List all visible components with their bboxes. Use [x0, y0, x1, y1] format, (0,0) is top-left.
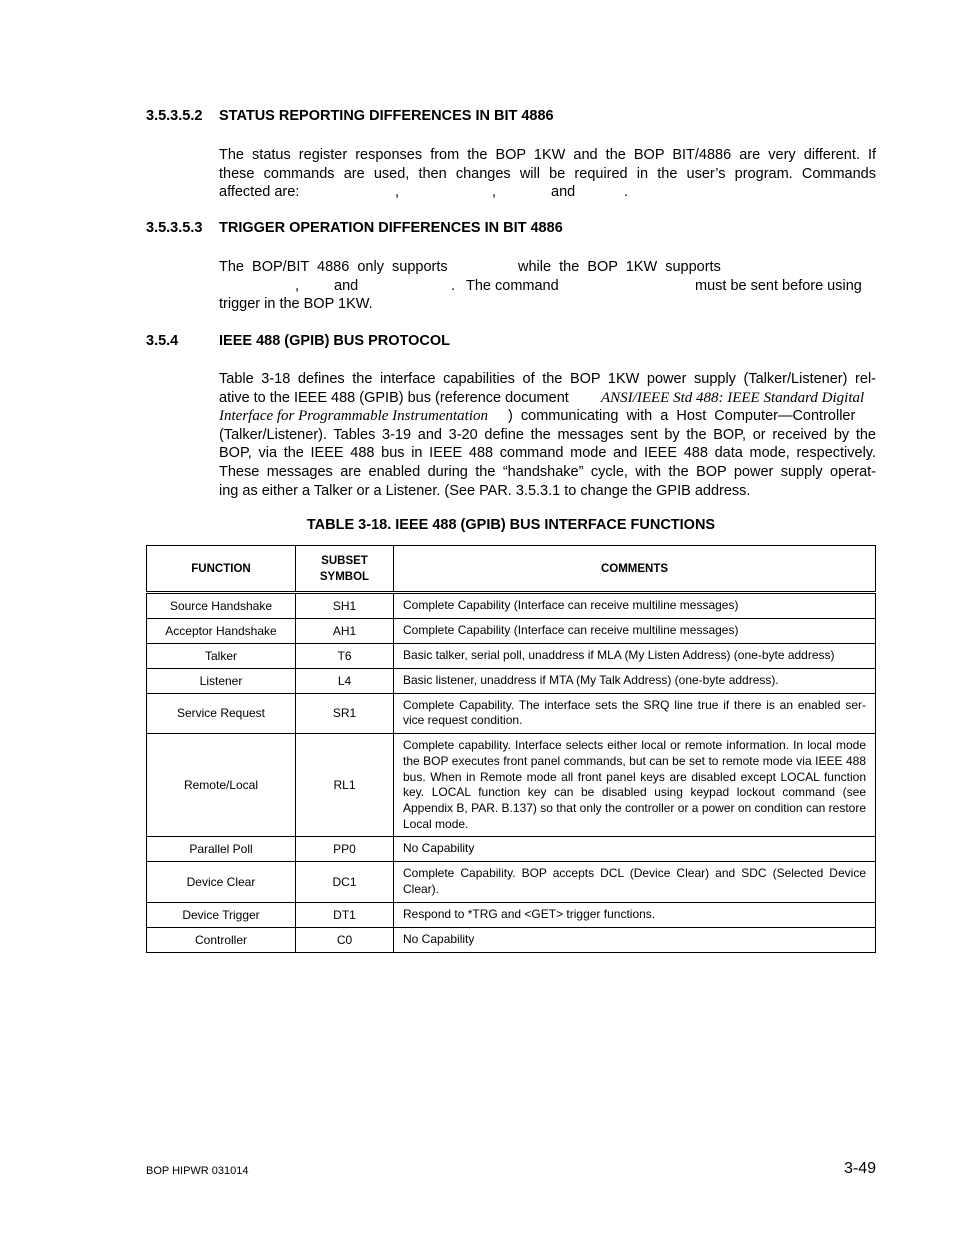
table-row	[147, 618, 876, 643]
cell-comment: Complete Capability (Interface can receive multiline messages)	[394, 593, 876, 619]
period: .	[451, 277, 456, 294]
separator: ,	[295, 277, 300, 294]
para-text: must be sent before using	[695, 277, 862, 294]
cell-function: Controller	[147, 927, 296, 952]
section-number: 3.5.4	[146, 333, 179, 349]
para-line	[219, 183, 876, 202]
cell-symbol: T6	[296, 643, 394, 668]
para-line: The status register responses from the BOP 1KW and the BOP BIT/4886 are very different. If	[219, 147, 876, 163]
cell-comment: No Capability	[394, 837, 876, 862]
separator: ,	[395, 184, 400, 201]
para-line: (Talker/Listener). Tables 3-19 and 3-20 define the messages sent by the BOP, or received by the	[219, 426, 876, 443]
section-title: STATUS REPORTING DIFFERENCES IN BIT 4886	[219, 108, 554, 124]
cell-symbol: PP0	[296, 837, 394, 862]
reference-title: Interface for Programmable Instrumentation	[219, 408, 488, 425]
cell-symbol: DT1	[296, 902, 394, 927]
table-row	[147, 643, 876, 668]
column-header-comments: COMMENTS	[394, 546, 876, 593]
cell-comment: Complete Capability. BOP accepts DCL (Device Clear) and SDC (Selected Device Clear).	[394, 862, 876, 902]
conjunction: and	[551, 184, 576, 201]
table-header-row	[147, 546, 876, 593]
cell-symbol: SH1	[296, 593, 394, 619]
table-row	[147, 734, 876, 837]
section-heading-3-5-3-5-2	[146, 108, 876, 128]
cell-function: Talker	[147, 643, 296, 668]
para-text: ative to the IEEE 488 (GPIB) bus (reference document	[219, 389, 569, 406]
cell-symbol: AH1	[296, 618, 394, 643]
para-text: trigger in the BOP 1KW.	[219, 296, 373, 313]
footer-document-id: BOP HIPWR 031014	[146, 1165, 249, 1177]
para-text: The BOP/BIT 4886 only supports	[219, 259, 448, 275]
cell-symbol: C0	[296, 927, 394, 952]
cell-symbol: DC1	[296, 862, 394, 902]
cell-function: Source Handshake	[147, 593, 296, 619]
table-row	[147, 693, 876, 733]
cell-comment: Respond to *TRG and <GET> trigger functions.	[394, 902, 876, 927]
table-row	[147, 593, 876, 619]
para-line: BOP, via the IEEE 488 bus in IEEE 488 command mode and IEEE 488 data mode, respectively.	[219, 445, 876, 462]
cell-comment: Complete Capability (Interface can receive multiline messages)	[394, 618, 876, 643]
section-number: 3.5.3.5.2	[146, 108, 203, 124]
separator: ,	[492, 184, 497, 201]
cell-comment: Basic talker, serial poll, unaddress if MLA (My Listen Address) (one-byte address)	[394, 643, 876, 668]
section-number: 3.5.3.5.3	[146, 220, 203, 236]
para-line: ing as either a Talker or a Listener. (See PAR. 3.5.3.1 to change the GPIB address.	[219, 482, 751, 499]
table-row	[147, 862, 876, 902]
cell-comment: Complete Capability. The interface sets the SRQ line true if there is an enabled ser-vice request condition.	[394, 693, 876, 733]
para-text: The command	[466, 277, 559, 294]
period: .	[624, 184, 629, 201]
cell-function: Parallel Poll	[147, 837, 296, 862]
cell-function: Service Request	[147, 693, 296, 733]
cell-comment: Complete capability. Interface selects either local or remote information. In local mode the BOP executes front panel commands, but can be set to remote mode via IEEE 488 bus. When in Remote mode all front panel keys are disabled except LOCAL function key. LOCAL function key can be disabled using keypad lockout command (see Appendix B, PAR. B.137) so that only the controller or a power on condition can restore Local mode.	[394, 734, 876, 837]
paragraph-status-reporting	[219, 146, 876, 202]
cell-symbol: RL1	[296, 734, 394, 837]
para-line: these commands are used, then changes will be required in the user’s program. Commands	[219, 165, 876, 182]
cell-comment: Basic listener, unaddress if MTA (My Talk Address) (one-byte address).	[394, 668, 876, 693]
para-text: affected are:	[219, 184, 300, 201]
cell-symbol: SR1	[296, 693, 394, 733]
section-heading-3-5-3-5-3	[146, 220, 876, 240]
interface-functions-table	[146, 545, 876, 953]
paragraph-trigger-operation	[219, 258, 876, 318]
conjunction: and	[334, 277, 359, 294]
column-header-function: FUNCTION	[147, 546, 296, 593]
para-text: while the BOP 1KW supports	[518, 259, 721, 275]
section-heading-3-5-4	[146, 333, 876, 353]
table-row	[147, 837, 876, 862]
para-line: Table 3-18 defines the interface capabilities of the BOP 1KW power supply (Talker/Listener) rel-	[219, 371, 876, 387]
table-row	[147, 902, 876, 927]
para-line	[219, 407, 876, 426]
cell-comment: No Capability	[394, 927, 876, 952]
cell-function: Acceptor Handshake	[147, 618, 296, 643]
cell-symbol: L4	[296, 668, 394, 693]
section-title: TRIGGER OPERATION DIFFERENCES IN BIT 4886	[219, 220, 563, 236]
column-header-subset-symbol: SUBSET SYMBOL	[296, 546, 394, 593]
reference-title: ANSI/IEEE Std 488: IEEE Standard Digital	[601, 389, 865, 406]
cell-function: Remote/Local	[147, 734, 296, 837]
table-row	[147, 668, 876, 693]
cell-function: Device Trigger	[147, 902, 296, 927]
para-line	[219, 389, 876, 408]
footer-page-number: 3-49	[843, 1160, 876, 1177]
table-caption: TABLE 3-18. IEEE 488 (GPIB) BUS INTERFACE FUNCTIONS	[306, 517, 716, 533]
para-line: These messages are enabled during the “handshake” cycle, with the BOP power supply operat-	[219, 463, 876, 480]
paragraph-gpib-protocol	[219, 370, 876, 500]
cell-function: Listener	[147, 668, 296, 693]
para-text: ) communicating with a Host Computer—Controller	[508, 408, 856, 425]
cell-function: Device Clear	[147, 862, 296, 902]
table-row	[147, 927, 876, 952]
section-title: IEEE 488 (GPIB) BUS PROTOCOL	[219, 333, 450, 349]
